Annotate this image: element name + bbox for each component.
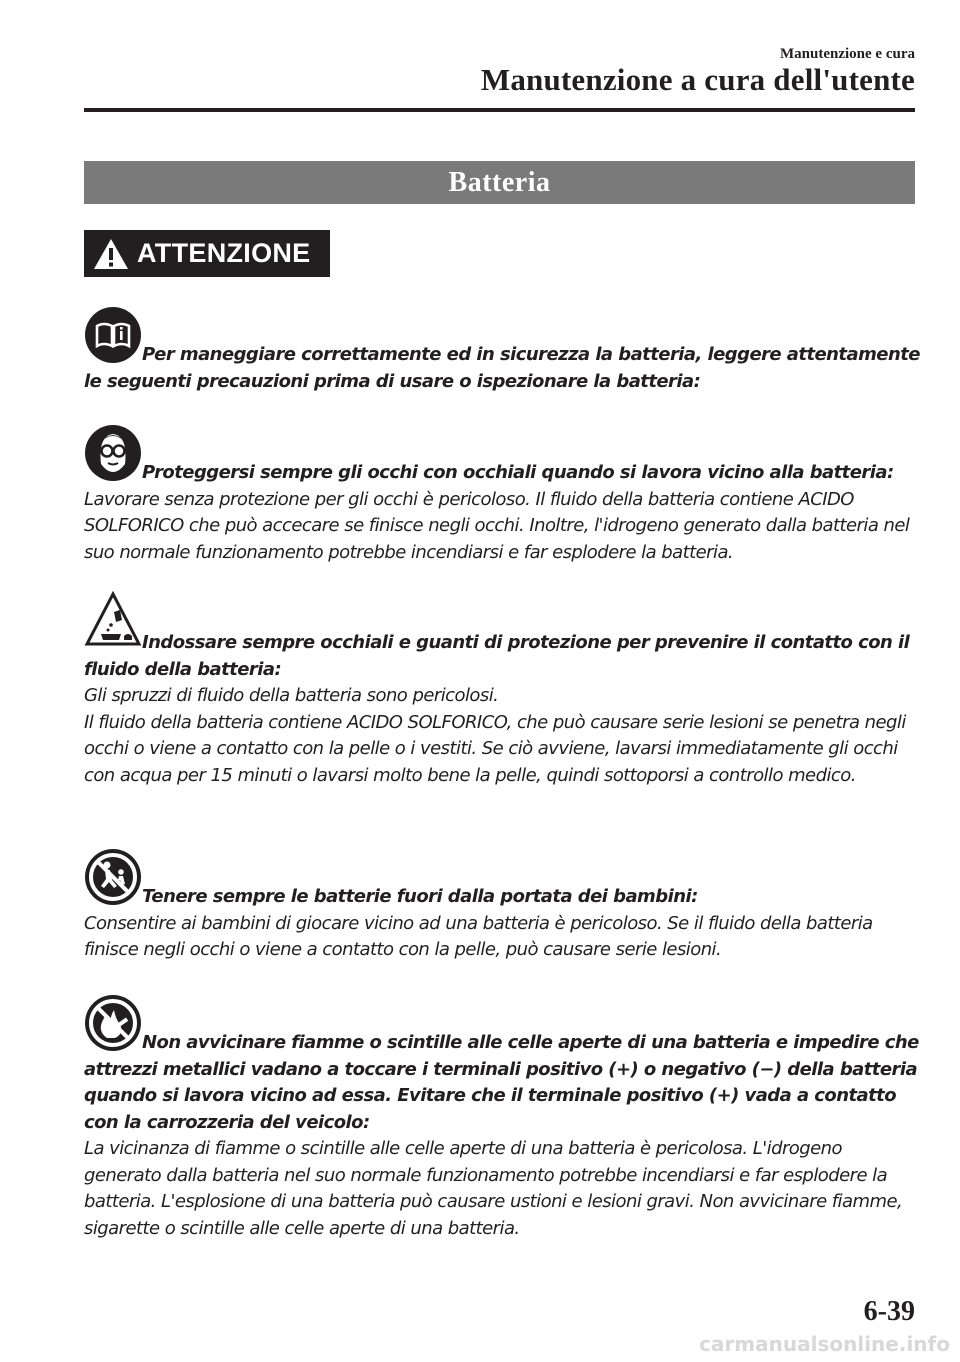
warning-item — [84, 994, 920, 1242]
warning-body: Gli spruzzi di fluido della batteria sono pericolosi. — [84, 685, 499, 706]
warning-body: Lavorare senza protezione per gli occhi è pericoloso. Il fluido della batteria contiene ACIDO SOLFORICO che può accecare se finisce negli occhi. Inoltre, l'idrogeno generato dalla batteria nel suo normale funzionamento potrebbe incendiarsi e far esplodere la batteria. — [84, 488, 910, 563]
page-title: Manutenzione a cura dell'utente — [480, 62, 915, 97]
watermark: carmanualsonline.info — [699, 1332, 950, 1356]
no-children-icon — [84, 848, 142, 906]
header-section-label: Manutenzione e cura — [780, 46, 915, 62]
warning-body-detail: Il fluido della batteria contiene ACIDO SOLFORICO, che può causare serie lesioni se penetra negli occhi o viene a contatto con la pelle o i vestiti. Se ciò avviene, lavarsi immediatamente gli occhi con acqua per 15 minuti o lavarsi molto bene la pelle, quindi sottoporsi a controllo medico. — [84, 711, 906, 786]
warning-heading: Non avvicinare fiamme o scintille alle celle aperte di una batteria e impedire che attrezzi metallici vadano a toccare i terminali positivo (+) o negativo (−) della batteria quando si lavora vicino ad essa. Evitare che il terminale positivo (+) vada a contatto con la carrozzeria del veicolo: — [84, 1032, 919, 1133]
goggles-icon — [84, 424, 142, 482]
warning-item — [84, 848, 920, 964]
page-number: 6-39 — [863, 1296, 915, 1327]
corrosive-icon — [84, 590, 142, 648]
warning-item — [84, 424, 920, 566]
warning-body: La vicinanza di fiamme o scintille alle celle aperte di una batteria è pericolosa. L'idrogeno generato dalla batteria nel suo normale funzionamento potrebbe incendiarsi e far esplodere la batteria. L'esplosione di una batteria può causare ustioni e lesioni gravi. Non avvicinare fiamme, sigarette o scintille alle celle aperte di una batteria. — [84, 1138, 903, 1239]
no-flame-icon — [84, 994, 142, 1052]
warning-label: ATTENZIONE — [137, 238, 311, 268]
warning-heading: Indossare sempre occhiali e guanti di protezione per prevenire il contatto con il fluido della batteria: — [84, 632, 910, 680]
warning-badge — [84, 230, 330, 277]
warning-triangle-icon — [93, 238, 129, 270]
section-title-bar: Batteria — [84, 161, 915, 204]
manual-icon — [84, 306, 142, 364]
header-divider — [84, 108, 915, 112]
warning-heading: Tenere sempre le batterie fuori dalla portata dei bambini: — [142, 886, 698, 907]
warning-item — [84, 306, 920, 395]
warning-body: Consentire ai bambini di giocare vicino ad una batteria è pericoloso. Se il fluido della batteria finisce negli occhi o viene a contatto con la pelle, può causare serie lesioni. — [84, 912, 873, 960]
warning-item — [84, 590, 920, 789]
warning-heading: Per maneggiare correttamente ed in sicurezza la batteria, leggere attentamente le seguenti precauzioni prima di usare o ispezionare la batteria: — [84, 344, 920, 392]
warning-heading: Proteggersi sempre gli occhi con occhiali quando si lavora vicino alla batteria: — [142, 462, 894, 483]
